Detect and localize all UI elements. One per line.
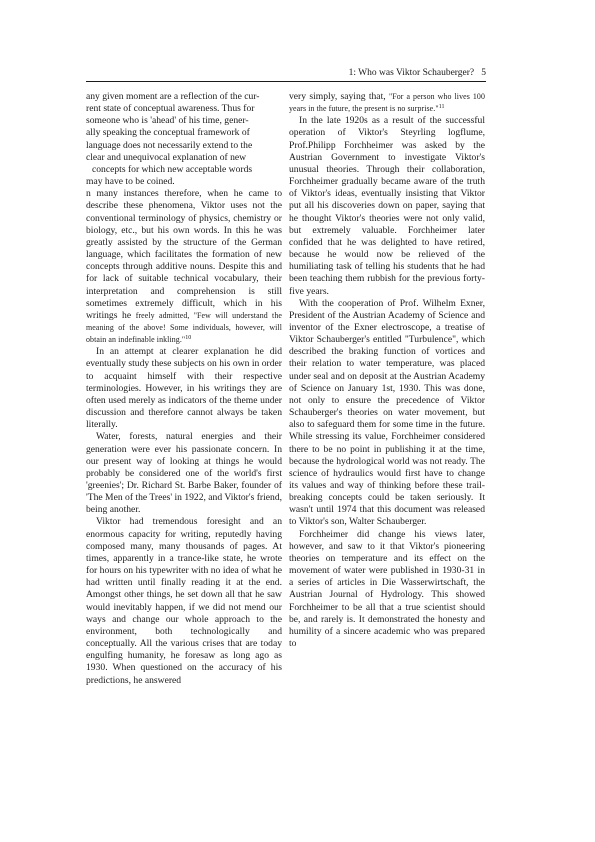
- paragraph: With the cooperation of Prof. Wilhelm Exner, President of the Austrian Academy of Science and inventor of the Exner electroscope, a treatise of Viktor Schauberger's entitled "Turbulence", which described the braking function of vortices and their relation to water temperature, was placed under seal and on deposit at the Austrian Academy of Science on January 1st, 1930. This was done, not only to ensure the precedence of Viktor Schauberger's theories on water movement, but also to safeguard them for some time in the future. While stressing its value, Forchheimer considered there to be no point in publishing it at the time, because the hydrological world was not ready. The science of hydraulics would first have to change its values and way of thinking before these trail-breaking concepts could be taken seriously. It wasn't until 1974 that this document was released to Viktor's son, Walter Schauberger.: [289, 297, 485, 528]
- text-line: clear and unequivocal explanation of new: [86, 151, 247, 163]
- quotation: freely admitted, "Few will understand the meaning of the above! Some individuals, however, will obtain an indefinable inkling.": [86, 310, 283, 345]
- text-line: may have to be coined.: [86, 176, 175, 188]
- paragraph-text: n many instances therefore, when he came to describe these phenomena, Viktor uses not the conventional terminology of physics, chemistry or biology, etc., but his own words. In this he was greatly assisted by the structure of the German language, which facilitates the formation of new concepts through additive nouns. Despite this and for lack of suitable technical vocabulary, their interpretation and comprehension is still sometimes extremely difficult, which in his writings he: [86, 188, 282, 321]
- header-rule: [86, 81, 486, 82]
- running-head-title: 1: Who was Viktor Schauberger?: [348, 68, 475, 78]
- text-line: concepts for which new acceptable words: [92, 163, 253, 175]
- text-line: rent state of conceptual awareness. Thus for: [86, 103, 255, 115]
- paragraph-text: very simply, saying that,: [289, 91, 386, 102]
- left-column: [86, 91, 282, 687]
- footnote-ref: 10: [185, 335, 192, 342]
- paragraph: Viktor had tremendous foresight and an enormous capacity for writing, reputedly having composed many, many thousands of pages. At times, apparently in a trance-like state, he wrote for hours on his typewriter with no idea of what he had written until finally reading it at the end. Amongst other things, he set down all that he saw would inevitably happen, if we did not mend our ways and change our whole approach to the environment, both technologically and conceptually. All the various crises that are today engulfing humanity, he foresaw as long ago as 1930. When questioned on the accuracy of his predictions, he answered: [86, 516, 282, 686]
- paragraph: In the late 1920s as a result of the successful operation of Viktor's Steyrling logflume, Prof.Philipp Forchheimer was asked by the Austrian Government to investigate Viktor's unusual theories. Through their collaboration, Forchheimer gradually became aware of the truth of Viktor's ideas, eventually insisting that Viktor put all his discoveries down on paper, saying that he thought Viktor's theories were not only valid, but extremely valuable. Forchheimer later confided that he was delighted to have retired, because he would now be relieved of the humiliating task of telling his students that he had been teaching them rubbish for the previous forty-five years.: [289, 115, 485, 297]
- paragraph: Water, forests, natural energies and their generation were ever his passionate concern. In our present way of looking at things he would probably be considered one of the world's first 'greenies'; Dr. Richard St. Barbe Baker, founder of 'The Men of the Trees' in 1922, and Viktor's friend, being another.: [86, 431, 283, 516]
- text-line: someone who is 'ahead' of his time, gener-: [86, 115, 249, 127]
- page-number: 5: [481, 68, 486, 78]
- paragraph: [289, 91, 485, 115]
- paragraph: Forchheimer did change his views later, however, and saw to it that Viktor's pioneering theories on temperature and its effect on the movement of water were published in 1930-31 in a series of articles in Die Wasserwirtschaft, the Austrian Journal of Hydrology. This showed Forchheimer to be all that a true scientist should be, and rarely is. It demonstrated the honesty and humility of a sincere academic who was prepared to: [289, 528, 485, 650]
- paragraph: [86, 188, 282, 346]
- running-head: [86, 67, 486, 80]
- quotation: "For a person who lives 100 years in the future, the present is no surprise.": [289, 92, 485, 114]
- paragraph: [86, 91, 282, 188]
- text-line: language does not necessarily extend to the: [86, 139, 253, 151]
- right-column: [289, 91, 485, 650]
- text-line: any given moment are a reflection of the cur-: [86, 91, 260, 102]
- footnote-ref: 11: [438, 104, 445, 111]
- paragraph: In an attempt at clearer explanation he did eventually study these subjects on his own in order to acquaint himself with their respective terminologies. However, in his writings they are often used merely as indicators of the theme under discussion and therefore cannot always be taken literally.: [86, 346, 282, 431]
- text-line: ally speaking the conceptual framework of: [86, 127, 250, 139]
